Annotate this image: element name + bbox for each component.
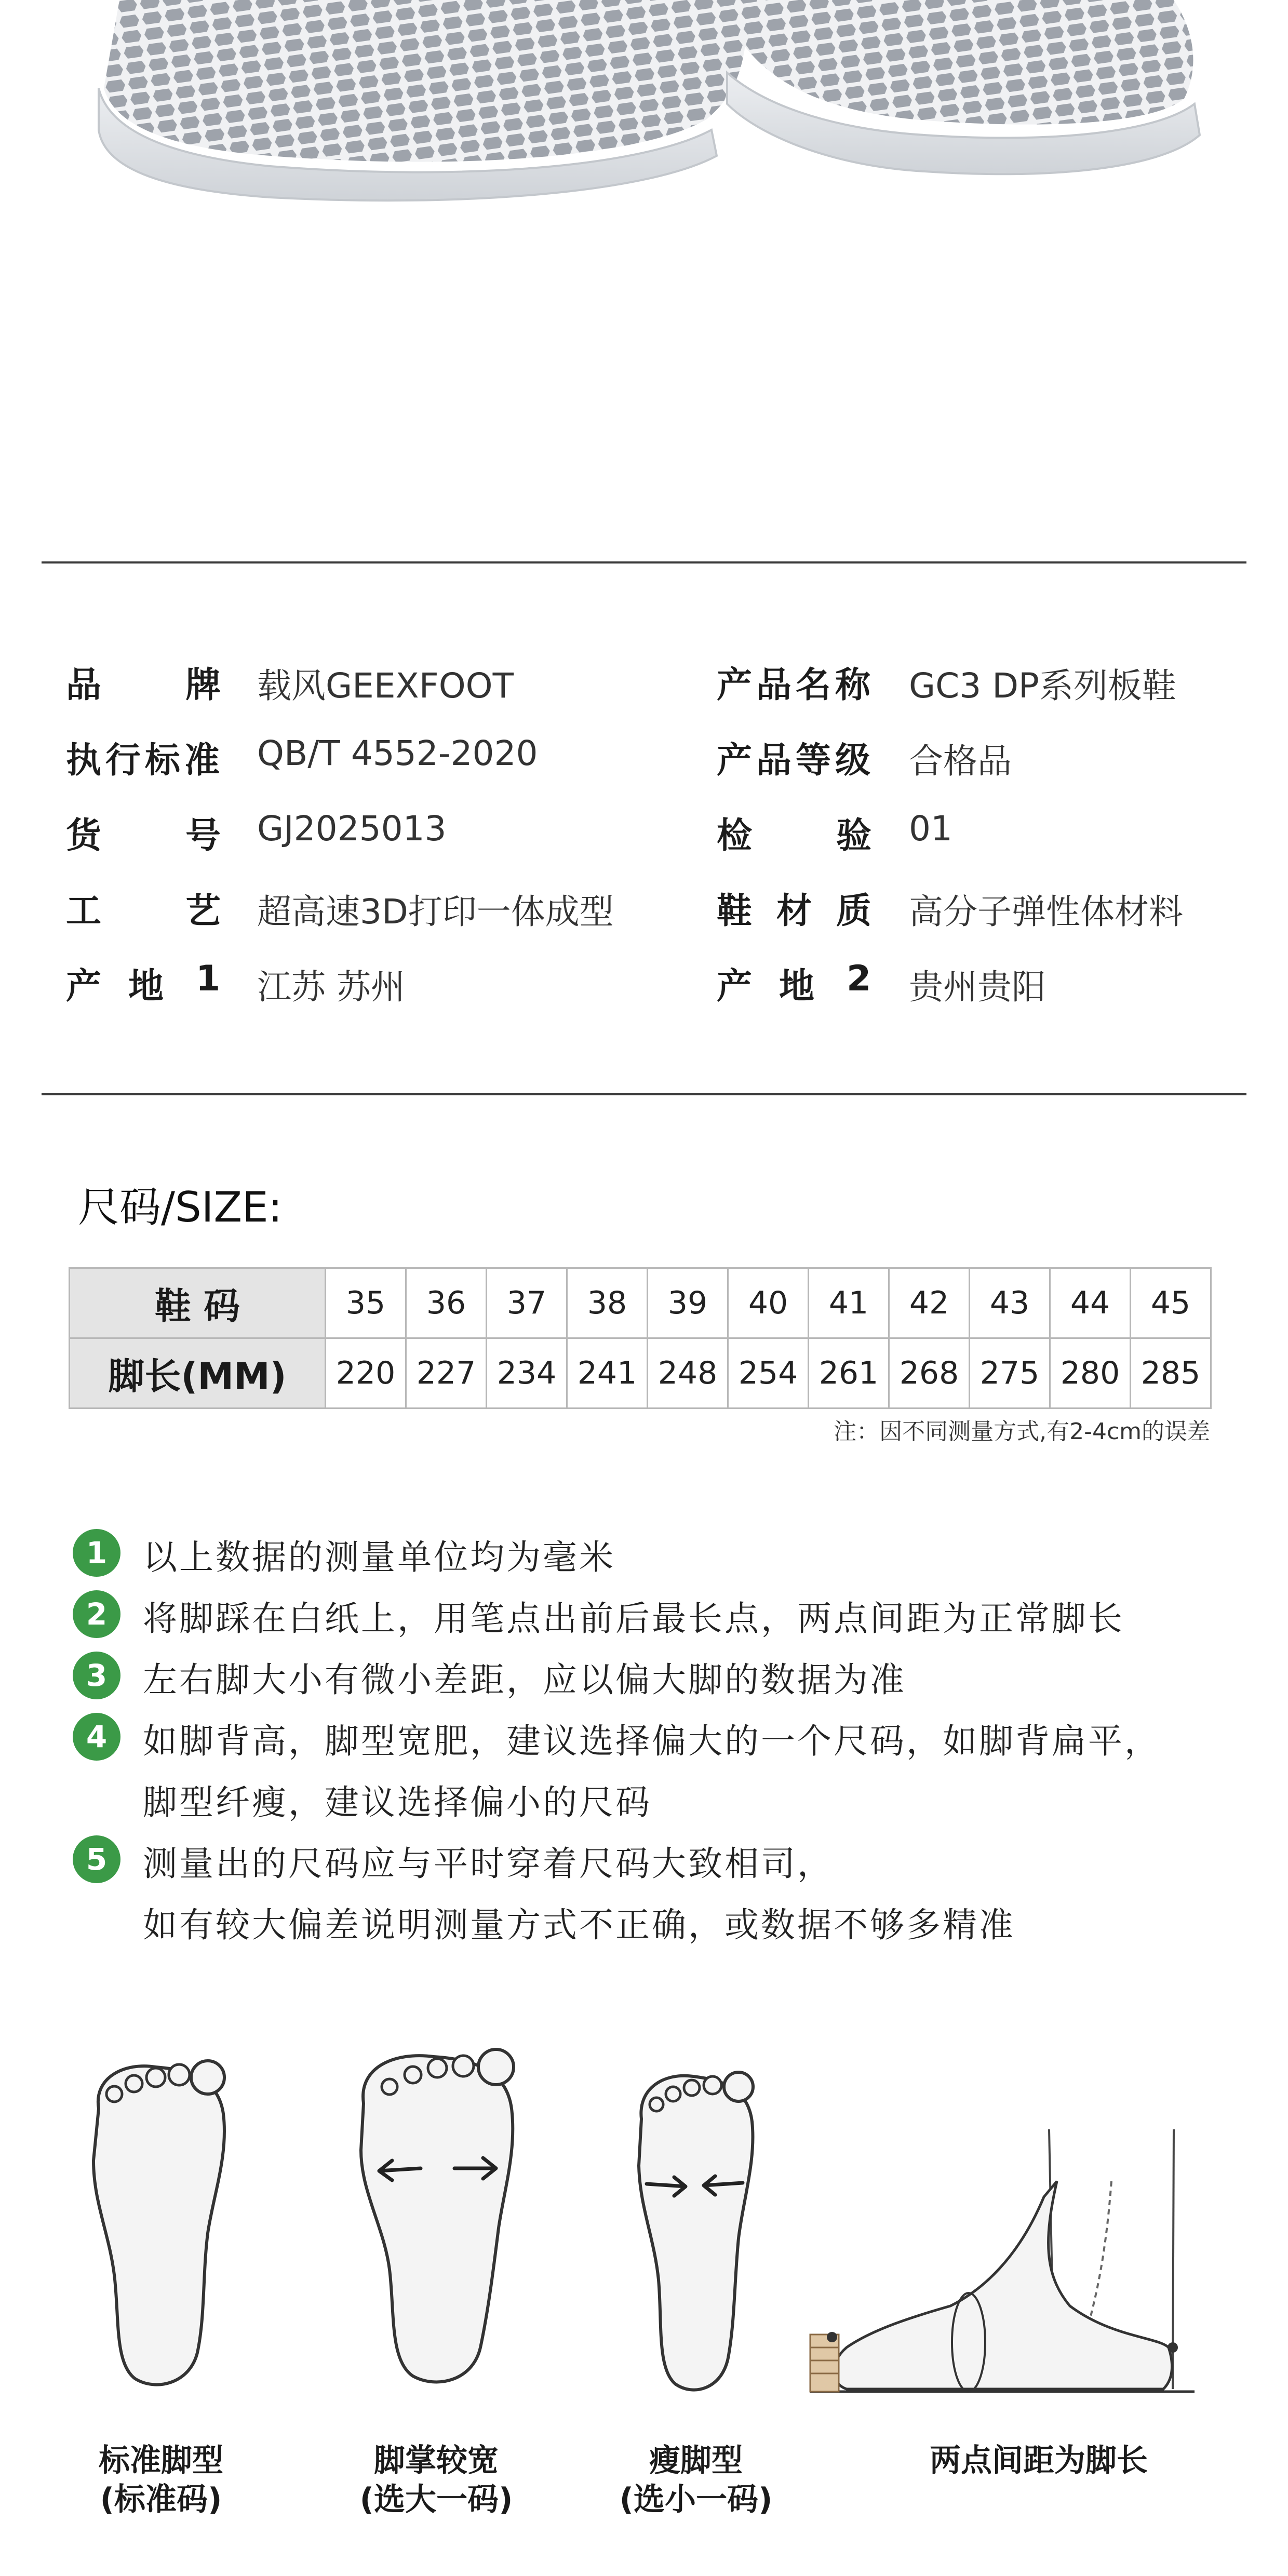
- foot-measure-icon: [800, 2119, 1205, 2410]
- spec-label-brand: 品 牌: [66, 665, 221, 706]
- spec-label-origin-1: 产 地 1: [66, 958, 221, 1007]
- length-cell: 248: [648, 1338, 728, 1408]
- tip-text: 如脚背高，脚型宽肥，建议选择偏大的一个尺码，如脚背扁平，: [143, 1721, 1161, 1761]
- figure-caption: (选大一码): [359, 2481, 513, 2518]
- length-cell: 227: [406, 1338, 487, 1408]
- size-cell: 35: [326, 1268, 406, 1338]
- foot-standard-icon: [78, 2046, 244, 2399]
- size-note: 注：因不同测量方式,有2-4cm的误差: [834, 1418, 1210, 1445]
- figure-caption: 标准脚型: [99, 2443, 223, 2479]
- length-cell: 280: [1050, 1338, 1131, 1408]
- spec-label-grade: 产 品 等 级: [717, 740, 871, 781]
- tip-text: 以上数据的测量单位均为毫米: [143, 1537, 615, 1577]
- foot-wide-icon: [348, 2036, 525, 2399]
- spec-label-inspection: 检 验: [717, 815, 872, 856]
- length-cell: 254: [728, 1338, 809, 1408]
- tip-text: 如有较大偏差说明测量方式不正确，或数据不够多精准: [143, 1905, 1015, 1945]
- divider-middle: [42, 1093, 1246, 1095]
- length-cell: 234: [487, 1338, 567, 1408]
- tip-number-badge: 1: [73, 1529, 120, 1577]
- spec-value-origin-1: 江苏 苏州: [257, 967, 405, 1007]
- spec-label-standard: 执 行 标 准: [66, 740, 220, 781]
- spec-value-item-number: GJ2025013: [257, 809, 447, 849]
- table-header-size: 鞋 码: [70, 1268, 326, 1338]
- size-cell: 39: [648, 1268, 728, 1338]
- size-chart-title: 尺码/SIZE:: [78, 1183, 283, 1231]
- length-cell: 220: [326, 1338, 406, 1408]
- figure-caption: (选小一码): [619, 2481, 773, 2518]
- spec-value-origin-2: 贵州贵阳: [909, 967, 1046, 1007]
- size-cell: 40: [728, 1268, 809, 1338]
- length-cell: 285: [1131, 1338, 1211, 1408]
- size-cell: 42: [889, 1268, 970, 1338]
- spec-value-standard: QB/T 4552-2020: [257, 733, 538, 773]
- tip-number-badge: 3: [73, 1652, 120, 1699]
- size-cell: 38: [567, 1268, 648, 1338]
- size-cell: 44: [1050, 1268, 1131, 1338]
- length-cell: 261: [809, 1338, 889, 1408]
- tip-number-badge: 4: [73, 1713, 120, 1761]
- shoe-illustration: [0, 0, 1288, 467]
- length-cell: 275: [970, 1338, 1050, 1408]
- tip-text: 脚型纤瘦，建议选择偏小的尺码: [143, 1782, 652, 1822]
- foot-slim-icon: [623, 2057, 769, 2405]
- figure-caption: (标准码): [100, 2481, 222, 2518]
- spec-label-material: 鞋 材 质: [717, 891, 872, 932]
- tip-text: 左右脚大小有微小差距，应以偏大脚的数据为准: [143, 1660, 906, 1700]
- size-cell: 37: [487, 1268, 567, 1338]
- spec-value-product-name: GC3 DP系列板鞋: [909, 666, 1176, 706]
- divider-top: [42, 561, 1246, 564]
- size-cell: 36: [406, 1268, 487, 1338]
- spec-label-process: 工 艺: [66, 891, 221, 932]
- size-cell: 45: [1131, 1268, 1211, 1338]
- tip-number-badge: 2: [73, 1590, 120, 1638]
- size-cell: 43: [970, 1268, 1050, 1338]
- spec-label-product-name: 产 品 名 称: [717, 665, 871, 706]
- tip-text: 测量出的尺码应与平时穿着尺码大致相司，: [143, 1844, 834, 1884]
- spec-value-grade: 合格品: [909, 741, 1012, 781]
- spec-label-item-number: 货 号: [66, 815, 221, 856]
- tip-text: 将脚踩在白纸上，用笔点出前后最长点，两点间距为正常脚长: [143, 1599, 1124, 1639]
- shoe-photo: [0, 0, 1288, 467]
- spec-value-brand: 载风GEEXFOOT: [257, 666, 514, 706]
- table-row-length: [70, 1338, 1211, 1408]
- figure-caption: 两点间距为脚长: [930, 2443, 1148, 2479]
- spec-value-inspection: 01: [909, 809, 952, 849]
- spec-value-process: 超高速3D打印一体成型: [257, 892, 614, 932]
- size-cell: 41: [809, 1268, 889, 1338]
- table-row-size: [70, 1268, 1211, 1338]
- table-header-length: 脚长(MM): [70, 1338, 326, 1408]
- length-cell: 268: [889, 1338, 970, 1408]
- spec-value-material: 高分子弹性体材料: [909, 892, 1183, 932]
- figure-caption: 脚掌较宽: [374, 2443, 499, 2479]
- size-table: [69, 1267, 1212, 1409]
- length-cell: 241: [567, 1338, 648, 1408]
- tip-number-badge: 5: [73, 1835, 120, 1883]
- figure-caption: 瘦脚型: [649, 2443, 743, 2479]
- spec-label-origin-2: 产 地 2: [717, 958, 871, 1007]
